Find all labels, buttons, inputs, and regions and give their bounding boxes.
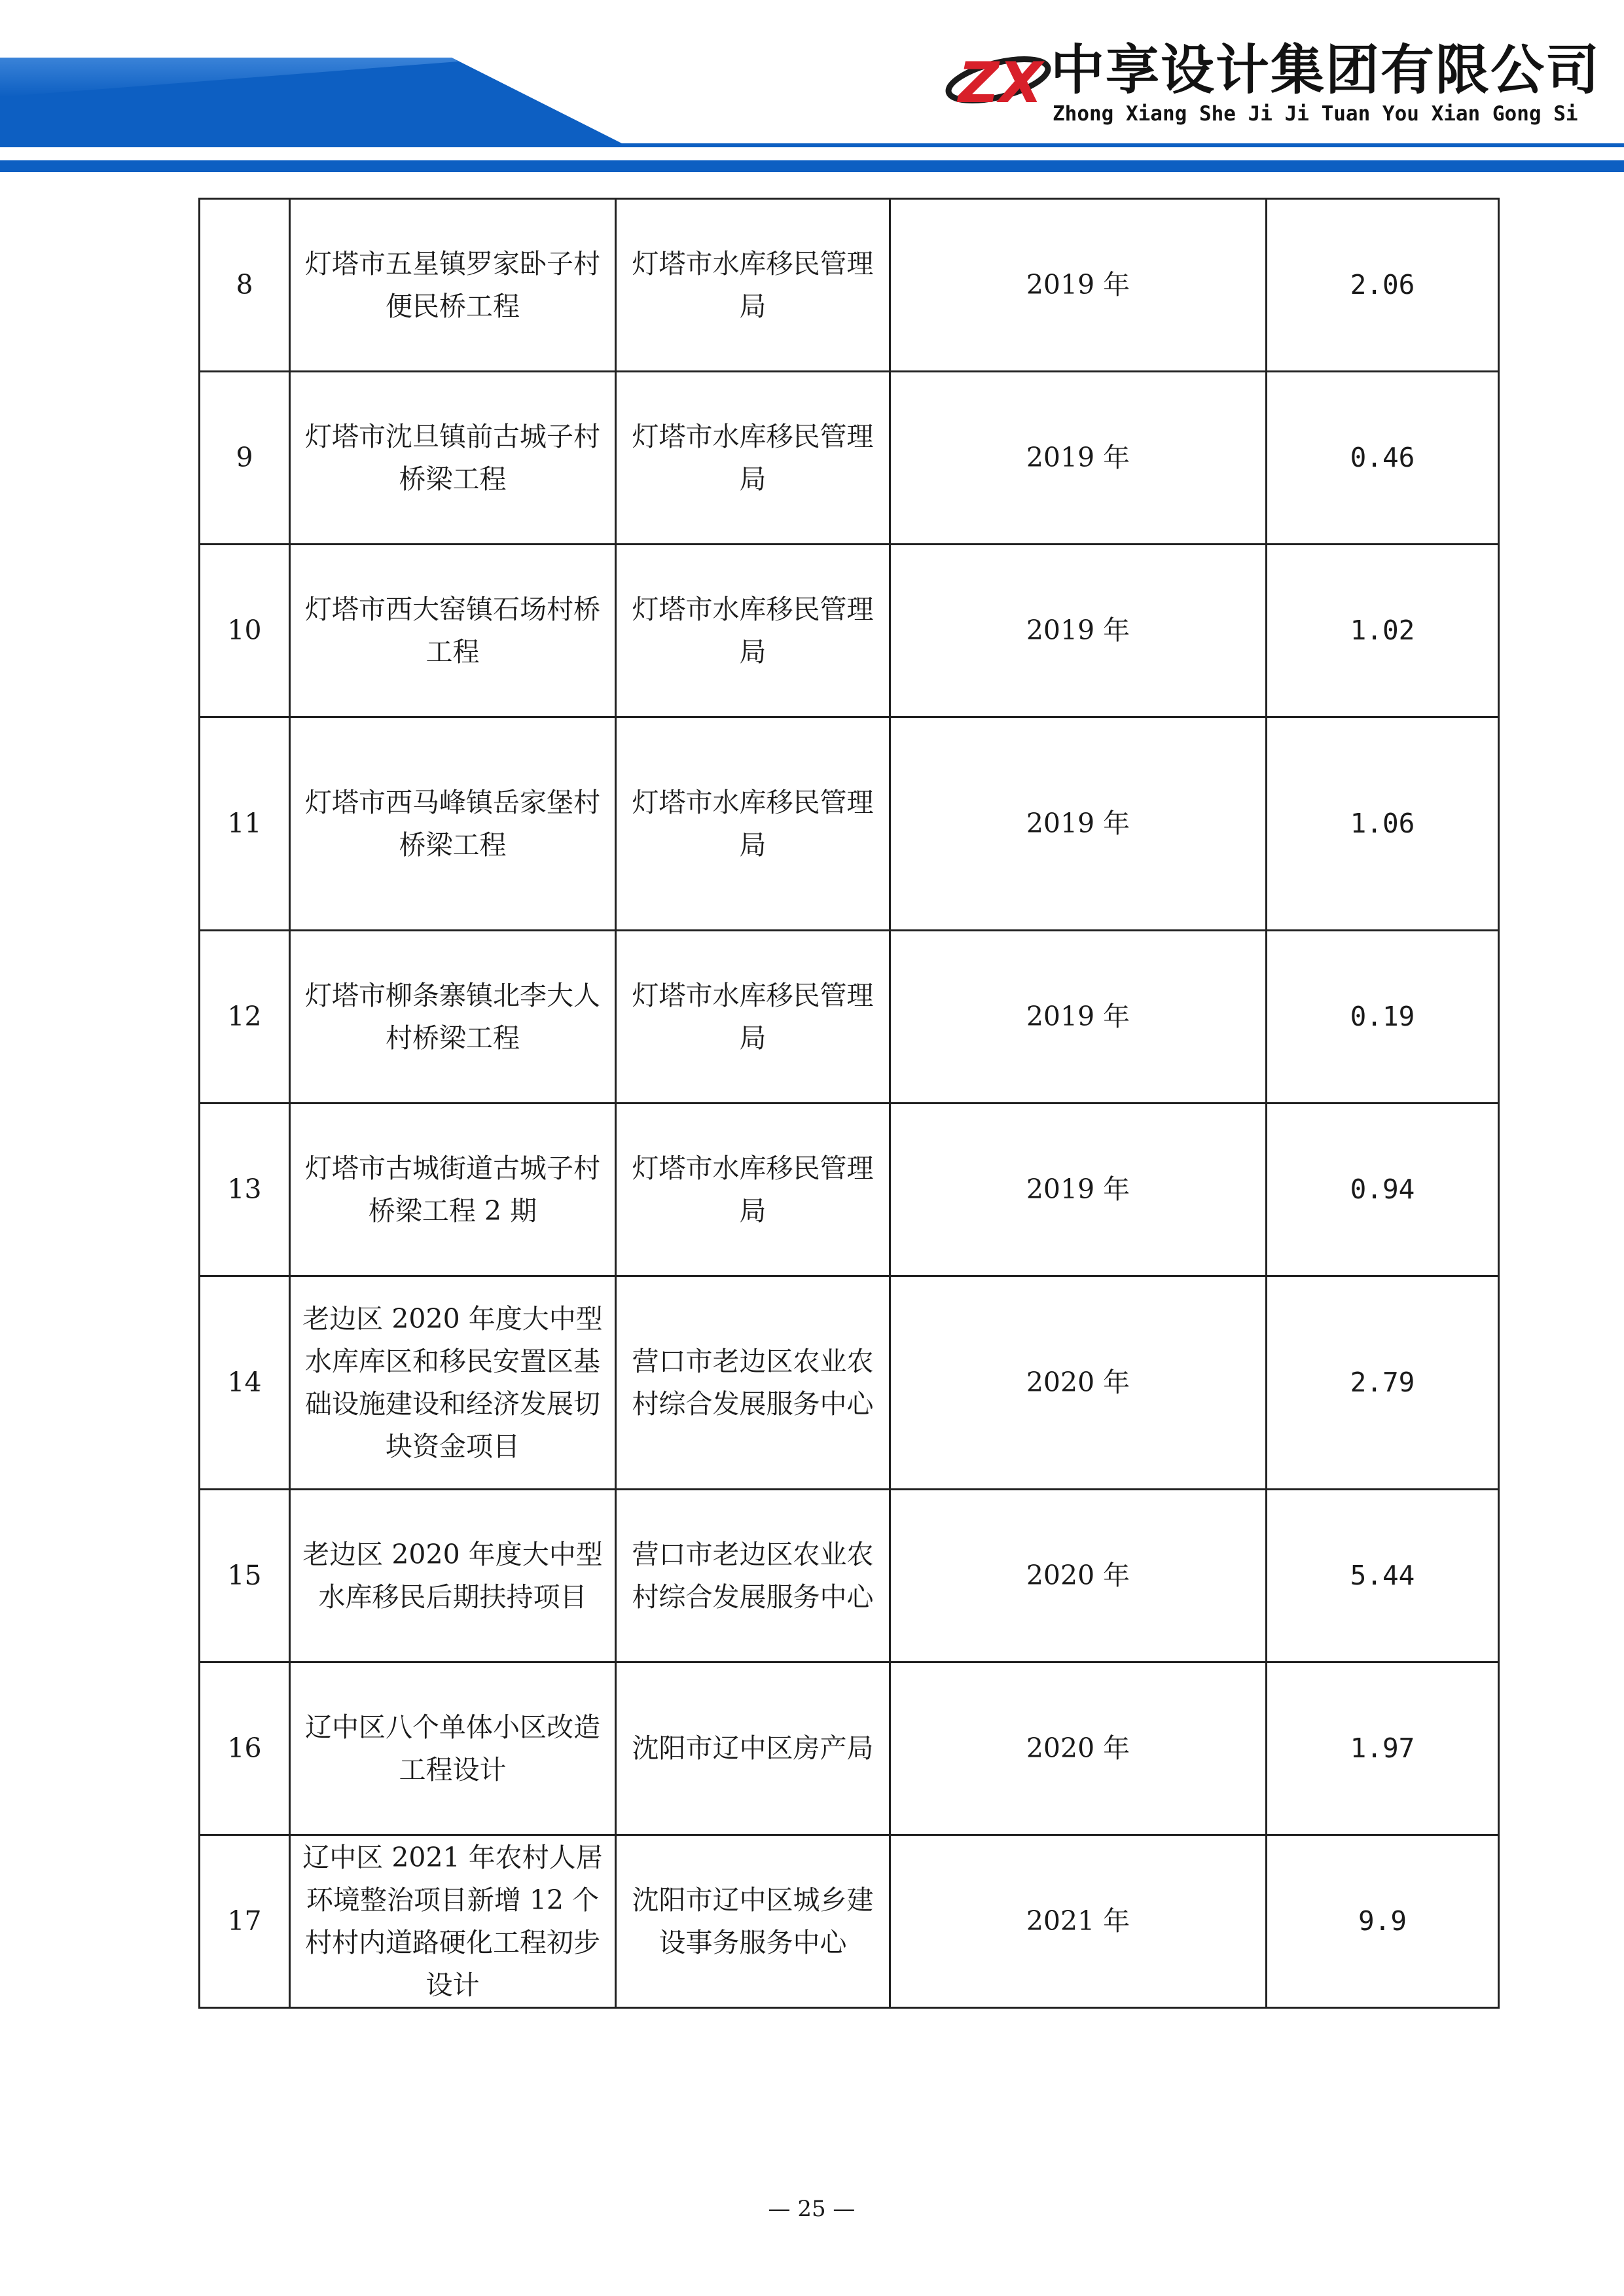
table-row <box>200 1835 1499 2008</box>
client-cell: 灯塔市水库移民管理局 <box>616 545 890 717</box>
amount-cell: 1.06 <box>1267 717 1499 931</box>
amount-cell: 1.97 <box>1267 1662 1499 1835</box>
row-index-cell: 10 <box>200 545 290 717</box>
company-logo-icon <box>943 39 1054 124</box>
amount-cell: 2.06 <box>1267 199 1499 372</box>
client-cell: 灯塔市水库移民管理局 <box>616 1103 890 1276</box>
table-row <box>200 1276 1499 1490</box>
project-records-table <box>198 198 1500 2009</box>
amount-cell: 1.02 <box>1267 545 1499 717</box>
year-cell: 2020 年 <box>890 1276 1267 1490</box>
amount-cell: 0.19 <box>1267 931 1499 1103</box>
year-cell: 2019 年 <box>890 372 1267 545</box>
amount-cell: 0.94 <box>1267 1103 1499 1276</box>
client-cell: 营口市老边区农业农村综合发展服务中心 <box>616 1490 890 1662</box>
company-name-pinyin: Zhong Xiang She Ji Ji Tuan You Xian Gong Si <box>1053 102 1578 126</box>
header-thin-rule <box>0 143 1624 147</box>
project-name-cell: 灯塔市西大窑镇石场村桥工程 <box>290 545 616 717</box>
year-cell: 2019 年 <box>890 199 1267 372</box>
project-name-cell: 老边区 2020 年度大中型水库库区和移民安置区基础设施建设和经济发展切块资金项目 <box>290 1276 616 1490</box>
row-index-cell: 11 <box>200 717 290 931</box>
company-name-chinese: 中享设计集团有限公司 <box>1051 39 1601 101</box>
row-index-cell: 8 <box>200 199 290 372</box>
year-cell: 2019 年 <box>890 931 1267 1103</box>
row-index-cell: 16 <box>200 1662 290 1835</box>
table-row <box>200 372 1499 545</box>
row-index-cell: 17 <box>200 1835 290 2008</box>
client-cell: 沈阳市辽中区房产局 <box>616 1662 890 1835</box>
year-cell: 2021 年 <box>890 1835 1267 2008</box>
row-index-cell: 12 <box>200 931 290 1103</box>
project-name-cell: 灯塔市柳条寨镇北李大人村桥梁工程 <box>290 931 616 1103</box>
page-number: — 25 — <box>768 2196 856 2222</box>
year-cell: 2020 年 <box>890 1662 1267 1835</box>
project-name-cell: 辽中区 2021 年农村人居环境整治项目新增 12 个村村内道路硬化工程初步设计 <box>290 1835 616 2008</box>
project-name-cell: 灯塔市五星镇罗家卧子村便民桥工程 <box>290 199 616 372</box>
table-row <box>200 199 1499 372</box>
row-index-cell: 14 <box>200 1276 290 1490</box>
client-cell: 灯塔市水库移民管理局 <box>616 199 890 372</box>
project-name-cell: 灯塔市沈旦镇前古城子村桥梁工程 <box>290 372 616 545</box>
row-index-cell: 9 <box>200 372 290 545</box>
row-index-cell: 15 <box>200 1490 290 1662</box>
amount-cell: 2.79 <box>1267 1276 1499 1490</box>
client-cell: 沈阳市辽中区城乡建设事务服务中心 <box>616 1835 890 2008</box>
amount-cell: 9.9 <box>1267 1835 1499 2008</box>
table-row <box>200 931 1499 1103</box>
client-cell: 营口市老边区农业农村综合发展服务中心 <box>616 1276 890 1490</box>
year-cell: 2019 年 <box>890 545 1267 717</box>
client-cell: 灯塔市水库移民管理局 <box>616 372 890 545</box>
project-name-cell: 灯塔市西马峰镇岳家堡村桥梁工程 <box>290 717 616 931</box>
table-row <box>200 717 1499 931</box>
table-row <box>200 545 1499 717</box>
logo-letters: ZX <box>958 50 1043 116</box>
client-cell: 灯塔市水库移民管理局 <box>616 931 890 1103</box>
table-row <box>200 1662 1499 1835</box>
year-cell: 2019 年 <box>890 717 1267 931</box>
header-rule <box>0 160 1624 172</box>
project-name-cell: 老边区 2020 年度大中型水库移民后期扶持项目 <box>290 1490 616 1662</box>
year-cell: 2019 年 <box>890 1103 1267 1276</box>
project-name-cell: 辽中区八个单体小区改造工程设计 <box>290 1662 616 1835</box>
table-row <box>200 1490 1499 1662</box>
year-cell: 2020 年 <box>890 1490 1267 1662</box>
table-row <box>200 1103 1499 1276</box>
project-name-cell: 灯塔市古城街道古城子村桥梁工程 2 期 <box>290 1103 616 1276</box>
amount-cell: 5.44 <box>1267 1490 1499 1662</box>
amount-cell: 0.46 <box>1267 372 1499 545</box>
row-index-cell: 13 <box>200 1103 290 1276</box>
client-cell: 灯塔市水库移民管理局 <box>616 717 890 931</box>
